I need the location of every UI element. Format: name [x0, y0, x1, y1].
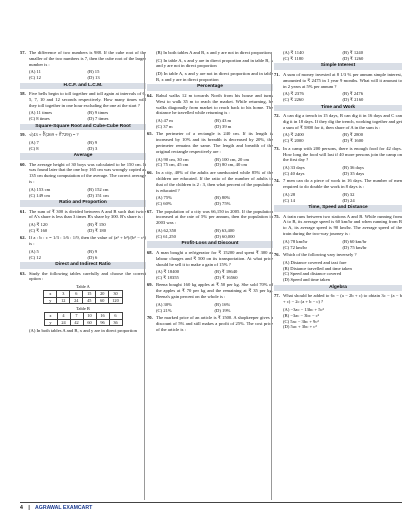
question	[147, 282, 273, 300]
table-cell: y	[44, 297, 57, 303]
question	[147, 315, 273, 333]
answer-option: (D) 6	[87, 254, 98, 260]
answer-option: (B) ₹ 18640	[214, 269, 238, 274]
question-text: Which of the following vary inversely ?	[283, 252, 357, 258]
answer-option: (A) 75%	[156, 195, 172, 201]
question-number: 66.	[147, 169, 153, 175]
answer-options	[274, 307, 402, 331]
table-cell: x	[44, 313, 57, 319]
answer-option: (C) 60%	[156, 201, 172, 207]
column-1	[20, 50, 146, 335]
answer-options	[274, 239, 402, 251]
question-text: The average height of 30 boys was calculated to be 150 cm. It was found later that the one boy 165 cm was wrongly copied as 135 cm during computation of the average. The correct average is :	[29, 161, 146, 185]
question-text: (D) In table A, x and y are not in direct proportion and in table B, x and y are in direct proportion	[156, 70, 273, 82]
answer-options	[274, 165, 402, 177]
section-heading: Direct and Indirect Ratio	[20, 262, 146, 269]
answer-option: (C) 8	[29, 145, 39, 151]
question-number: 69.	[147, 282, 153, 288]
table-row	[44, 297, 122, 303]
table-cell: 60	[96, 297, 109, 303]
table-cell: 7	[70, 313, 83, 319]
column-3	[274, 50, 402, 332]
table-cell: 36	[109, 319, 122, 325]
answer-option: (A) 33 days	[283, 164, 305, 170]
question-text: The difference of two numbers is 988. If the cube root of the smaller of the two numbers is 7, then the cube root of the larger number is :	[29, 50, 146, 67]
answer-option: (B) 15	[87, 69, 100, 75]
answer-option: (D) 7 times	[87, 116, 109, 122]
question	[20, 162, 146, 186]
question-number: 77.	[274, 293, 280, 299]
question-text: Five bells begin to toll together and toll again at intervals of 6, 5, 7, 10 and 12 seconds respectively. How many times will they toll together in one hour excluding the one at the start ?	[29, 91, 146, 108]
answer-option: (D) ₹ 1260	[342, 55, 364, 61]
answer-option: (B) 100 cm, 20 cm	[214, 156, 250, 162]
section-heading: H.C.F. and L.C.M.	[20, 83, 146, 90]
answer-option: (A) Distance covered and taxi fare	[283, 259, 347, 265]
answer-options	[20, 222, 146, 234]
section-heading: Percentage	[147, 84, 273, 91]
table-cell: 60	[83, 319, 96, 325]
answer-option: (A) 78 km/hr	[283, 238, 308, 244]
question	[147, 50, 273, 56]
answer-options	[274, 50, 402, 62]
column-divider	[144, 52, 145, 500]
question	[274, 72, 402, 90]
footer-separator: |	[28, 505, 30, 511]
answer-option: (C) 149 cm	[29, 192, 50, 198]
answer-option: (A) 47 m	[156, 117, 173, 123]
answer-option: (A) 62,350	[156, 227, 177, 233]
answer-option: (A) 11 times	[29, 110, 53, 116]
answer-option: (A) 5	[29, 248, 39, 254]
answer-option: (B) 16%	[214, 301, 231, 307]
answer-options	[274, 91, 402, 103]
page-footer	[20, 505, 92, 511]
answer-options	[20, 110, 146, 122]
section-heading: Profit-Loss and Discount	[147, 241, 273, 248]
section-heading: Square-Square Root and Cube-Cube Root	[20, 124, 146, 131]
answer-option: (C) ₹ 1180	[283, 55, 304, 61]
answer-option: (C) 8 times	[29, 116, 50, 122]
question-text: The marked price of an article is ₹ 1500. A shopkeeper gives a discount of 5% and still makes a profit of 25%. The cost price of the article is :	[156, 315, 273, 332]
answer-options	[20, 69, 146, 81]
answer-option: (B) Distance travelled and time taken	[283, 265, 352, 271]
question-number: 70.	[147, 315, 153, 321]
answer-option: (B) ₹ 1240	[342, 50, 364, 55]
answer-option: (D) 80 cm, 40 cm	[214, 162, 248, 168]
answer-option: (B) 9	[87, 139, 98, 145]
table-cell: 45	[83, 297, 96, 303]
answer-option: (D) 19%	[214, 307, 231, 313]
answer-option: (C) 37 m	[156, 123, 173, 129]
question-text: (C) In table A, x and y are in direct proportion and in table B, x and y are not in direct proportion	[156, 57, 273, 69]
answer-option: (B) 9 times	[87, 110, 109, 116]
answer-option: (C) ₹ 2260	[283, 97, 304, 103]
question-number: 57.	[20, 50, 26, 55]
question	[20, 91, 146, 109]
table-title: Table B	[76, 305, 90, 311]
question	[147, 93, 273, 117]
answer-options	[274, 132, 402, 144]
answer-option: (A) ₹ 2376	[283, 91, 304, 97]
question	[20, 235, 146, 247]
question-number: 58.	[20, 91, 26, 97]
answer-option: (B) 63,400	[214, 227, 235, 233]
answer-option: (C) 61,250	[156, 233, 176, 239]
answer-options	[20, 187, 146, 199]
question-indent	[147, 71, 156, 83]
question-number: 72.	[274, 112, 280, 118]
question-text: What should be added to 6c − (a − 2b + c) to obtain 3c − (a − b + c) − 2c (a + b − c) ?	[283, 293, 402, 305]
table-cell: 15	[83, 291, 96, 297]
question	[274, 146, 402, 164]
question-text: Study the following tables carefully and choose the correct option :	[29, 270, 146, 282]
section-heading: Time, Speed and Distance	[274, 205, 402, 212]
question	[274, 293, 402, 305]
table-cell: 30	[109, 291, 122, 297]
answer-option: (D) 75%	[214, 201, 231, 207]
table-cell: 24	[70, 297, 83, 303]
answer-option: (C) 40 days	[283, 170, 305, 176]
question	[20, 209, 146, 221]
answer-options	[147, 302, 273, 314]
section-heading: Algebra	[274, 285, 402, 292]
answer-option: (D) ₹ 16560	[214, 274, 238, 280]
table-cell: 20	[96, 291, 109, 297]
answer-option: (B) ₹ 150	[87, 221, 106, 227]
answer-option: (D) 3	[87, 145, 98, 151]
question-number: 71.	[274, 71, 280, 77]
answer-option: (A) ₹ 18400	[156, 269, 180, 274]
question	[20, 50, 146, 68]
answer-option: (C) Speed and distance covered	[283, 271, 342, 277]
data-table	[43, 290, 122, 304]
answer-option: (C) 72 km/hr	[283, 244, 307, 250]
question-text: In a camp with 200 persons, there is enough food for 42 days. How long the food will last if 40 more persons join the camp on the first day ?	[283, 145, 402, 163]
answer-option: (C) 12	[29, 75, 41, 81]
answer-option: (A) 153 cm	[29, 186, 51, 192]
answer-option: (A) 11	[29, 69, 41, 75]
table-cell: 6	[109, 313, 122, 319]
answer-options	[147, 118, 273, 130]
question-text: √(43 + ∛(269 + ∜729)) = ?	[29, 132, 79, 138]
question-number: 59.	[20, 132, 26, 138]
answer-option: (C) 5ac − 3bc + 9c²	[283, 318, 319, 324]
answer-options	[20, 249, 146, 261]
section-heading: Ratio and Proportion	[20, 200, 146, 207]
answer-options	[20, 140, 146, 152]
question-text: A sum of money invested at 8 1/3 % per annum simple interest, amounted to ₹ 2475 in 1 year 9 months. What will it amount to in 2 years at 5% per annum ?	[283, 71, 402, 89]
section-heading: Time and Work	[274, 105, 402, 112]
answer-option: (A) 30%	[156, 301, 172, 307]
answer-option: (D) 35 days	[342, 170, 365, 176]
table-cell: 10	[83, 313, 96, 319]
question-text: If a : b : c = 1/3 : 1/6 : 1/9, then the value of (a² + b²)/(b² − c²) is :	[29, 235, 146, 247]
answer-option: (A) −3ac − 13bc + 5c²	[283, 306, 324, 312]
question-number: 67.	[147, 208, 153, 214]
table-cell: 3	[57, 291, 70, 297]
section-heading: Simple Interest	[274, 63, 402, 70]
answer-option: (C) 14	[283, 197, 295, 203]
answer-option: (D) 24	[342, 197, 355, 203]
question-number: 62.	[20, 235, 26, 241]
section-heading: Average	[20, 153, 146, 160]
answer-option: (A) ₹ 1140	[283, 50, 304, 55]
answer-option: (D) 75 km/hr	[342, 244, 367, 250]
answer-option: (A) 90 cm, 30 cm	[156, 156, 189, 162]
answer-option: (C) 12	[29, 254, 41, 260]
answer-option: (B) 152 cm	[87, 186, 109, 192]
question-text: A can dig a trench in 15 days, B can dig it in 16 days and C can dig it in 18 days. If they dig the trench, working together and get a sum of ₹ 5800 for it, then share of A in the sum is :	[283, 112, 402, 130]
column-divider	[271, 52, 272, 500]
answer-options	[147, 195, 273, 207]
table-cell: 42	[70, 319, 83, 325]
answer-option: (B) 9	[87, 248, 98, 254]
table-cell: y	[44, 319, 57, 325]
answer-option: (A) ₹ 2400	[283, 132, 304, 138]
question-text: In a city, 40% of the adults are uneducated while 85% of the children are educated. If the ratio of the number of adults to that of the children is 2 : 3, then what percent of the population is educated ?	[156, 169, 273, 193]
table-cell: 16	[96, 313, 109, 319]
answer-option: (D) 13	[87, 75, 100, 81]
question	[147, 209, 273, 227]
answer-option: (D) 60,000	[214, 233, 235, 239]
question	[274, 113, 402, 131]
answer-option: (C) 21%	[156, 307, 172, 313]
question	[147, 58, 273, 70]
question-number: 61.	[20, 208, 26, 214]
answer-option: (D) 5ac + 3bc + c²	[283, 324, 317, 330]
question-text: The perimeter of a rectangle is 240 cm. If its length is increased by 10% and its breadth is decreased by 20%, the perimeter remains the same. The length and breadth of the original rectangle respectively are :	[156, 131, 273, 155]
question-text: A man bought a refrigerator for ₹ 15200 and spent ₹ 300 as labour charges and ₹ 500 on its transportation. At what price should he sell it to make a gain of 15% ?	[156, 249, 273, 267]
answer-option: (D) ₹ 2160	[342, 97, 364, 103]
answer-option: (C) ₹ 18355	[156, 274, 179, 280]
question	[20, 328, 146, 334]
table-cell: 4	[57, 313, 70, 319]
question-text: The population of a city was 66,150 in 2005. If the population increased at the rate of 5% per annum, then the population in 2003 was :	[156, 208, 273, 226]
answer-options	[274, 192, 402, 204]
question-text: The sum of ₹ 300 is divided between A and B such that twice of A's share is less than 3 times B's share by 300. B's share is :	[29, 208, 146, 220]
question	[147, 131, 273, 155]
answer-option: (C) 75 cm, 45 cm	[156, 162, 189, 168]
answer-option: (D) ₹ 180	[87, 227, 106, 233]
question-text: (A) In both tables A and B, x and y are in direct proportion	[29, 327, 137, 333]
question-text: Rahul walks 12 m towards North from his house and turns West to walk 35 m to reach the market. While returning, he walks diagonally from market to reach back to his home. The distance he travelled while returning is :	[156, 92, 273, 116]
table-cell: 120	[109, 297, 122, 303]
table-cell: 24	[57, 319, 70, 325]
question-text: 7 men can do a piece of work in 16 days. The number of men required to do double the work in 8 days is :	[283, 178, 402, 190]
question-number: 76.	[274, 252, 280, 258]
question	[147, 170, 273, 194]
question-number: 73.	[274, 145, 280, 151]
answer-option: (C) ₹ 2000	[283, 138, 304, 144]
answer-options	[274, 260, 402, 284]
question-number: 65.	[147, 131, 153, 137]
answer-option: (A) 7	[29, 139, 39, 145]
column-2	[147, 50, 273, 334]
answer-option: (B) ₹ 2476	[342, 91, 364, 97]
answer-option: (C) ₹ 160	[29, 227, 48, 233]
question-number: 60.	[20, 161, 26, 167]
table-cell: 6	[70, 291, 83, 297]
question-number: 68.	[147, 249, 153, 255]
answer-option: (A) 28	[283, 191, 296, 197]
answer-option: (B) 32	[342, 191, 355, 197]
publisher-brand: AGRAWAL EXAMCART	[35, 505, 93, 511]
question	[274, 178, 402, 190]
answer-option: (B) 60 km/hr	[342, 238, 367, 244]
question	[274, 214, 402, 238]
question-text: (B) In both tables A and B, x and y are not in direct proportion	[156, 50, 271, 55]
question	[147, 250, 273, 268]
answer-option: (D) ₹ 1600	[342, 138, 364, 144]
question-number: 63.	[20, 270, 26, 276]
table-cell: x	[44, 291, 57, 297]
data-table	[44, 312, 123, 326]
answer-option: (D) 39 m	[214, 123, 232, 129]
question-number: 64.	[147, 92, 153, 98]
question	[274, 252, 402, 258]
question-text: Beena bought 160 kg apples at ₹ 50 per kg. She sold 70% of the apples at ₹ 70 per kg and the remaining at ₹ 35 per kg. Beena's gain percent on the whole is :	[156, 282, 273, 300]
table-row	[44, 319, 122, 325]
answer-option: (A) ₹ 120	[29, 221, 48, 227]
footer-rule	[20, 502, 402, 503]
answer-option: (B) ₹ 2800	[342, 132, 364, 138]
answer-option: (D) 151 cm	[87, 192, 109, 198]
answer-option: (B) 43 m	[214, 117, 232, 123]
question-text: A train runs between two stations A and B. While running from A to B, its average speed is 60 km/hr and when running from B to A, its average speed is 90 km/hr. The average speed of the train during the two-way journey is :	[283, 213, 402, 237]
answer-options	[147, 269, 273, 281]
answer-options	[147, 157, 273, 169]
answer-option: (B) −3ac − 3bc − c²	[283, 312, 320, 318]
answer-option: (B) 36 days	[342, 164, 364, 170]
question-number: 74.	[274, 178, 280, 184]
table-cell: 96	[96, 319, 109, 325]
question	[20, 132, 146, 138]
question	[20, 271, 146, 283]
question-indent	[20, 328, 29, 334]
question-indent	[147, 58, 156, 70]
page-number: 4	[20, 505, 23, 511]
question-number: 75.	[274, 213, 280, 219]
question	[147, 71, 273, 83]
answer-option: (D) Speed and time taken	[283, 277, 330, 283]
table-title: Table A	[76, 283, 90, 289]
question-indent	[147, 50, 156, 56]
table-cell: 12	[57, 297, 70, 303]
answer-option: (B) 80%	[214, 195, 231, 201]
answer-options	[147, 228, 273, 240]
